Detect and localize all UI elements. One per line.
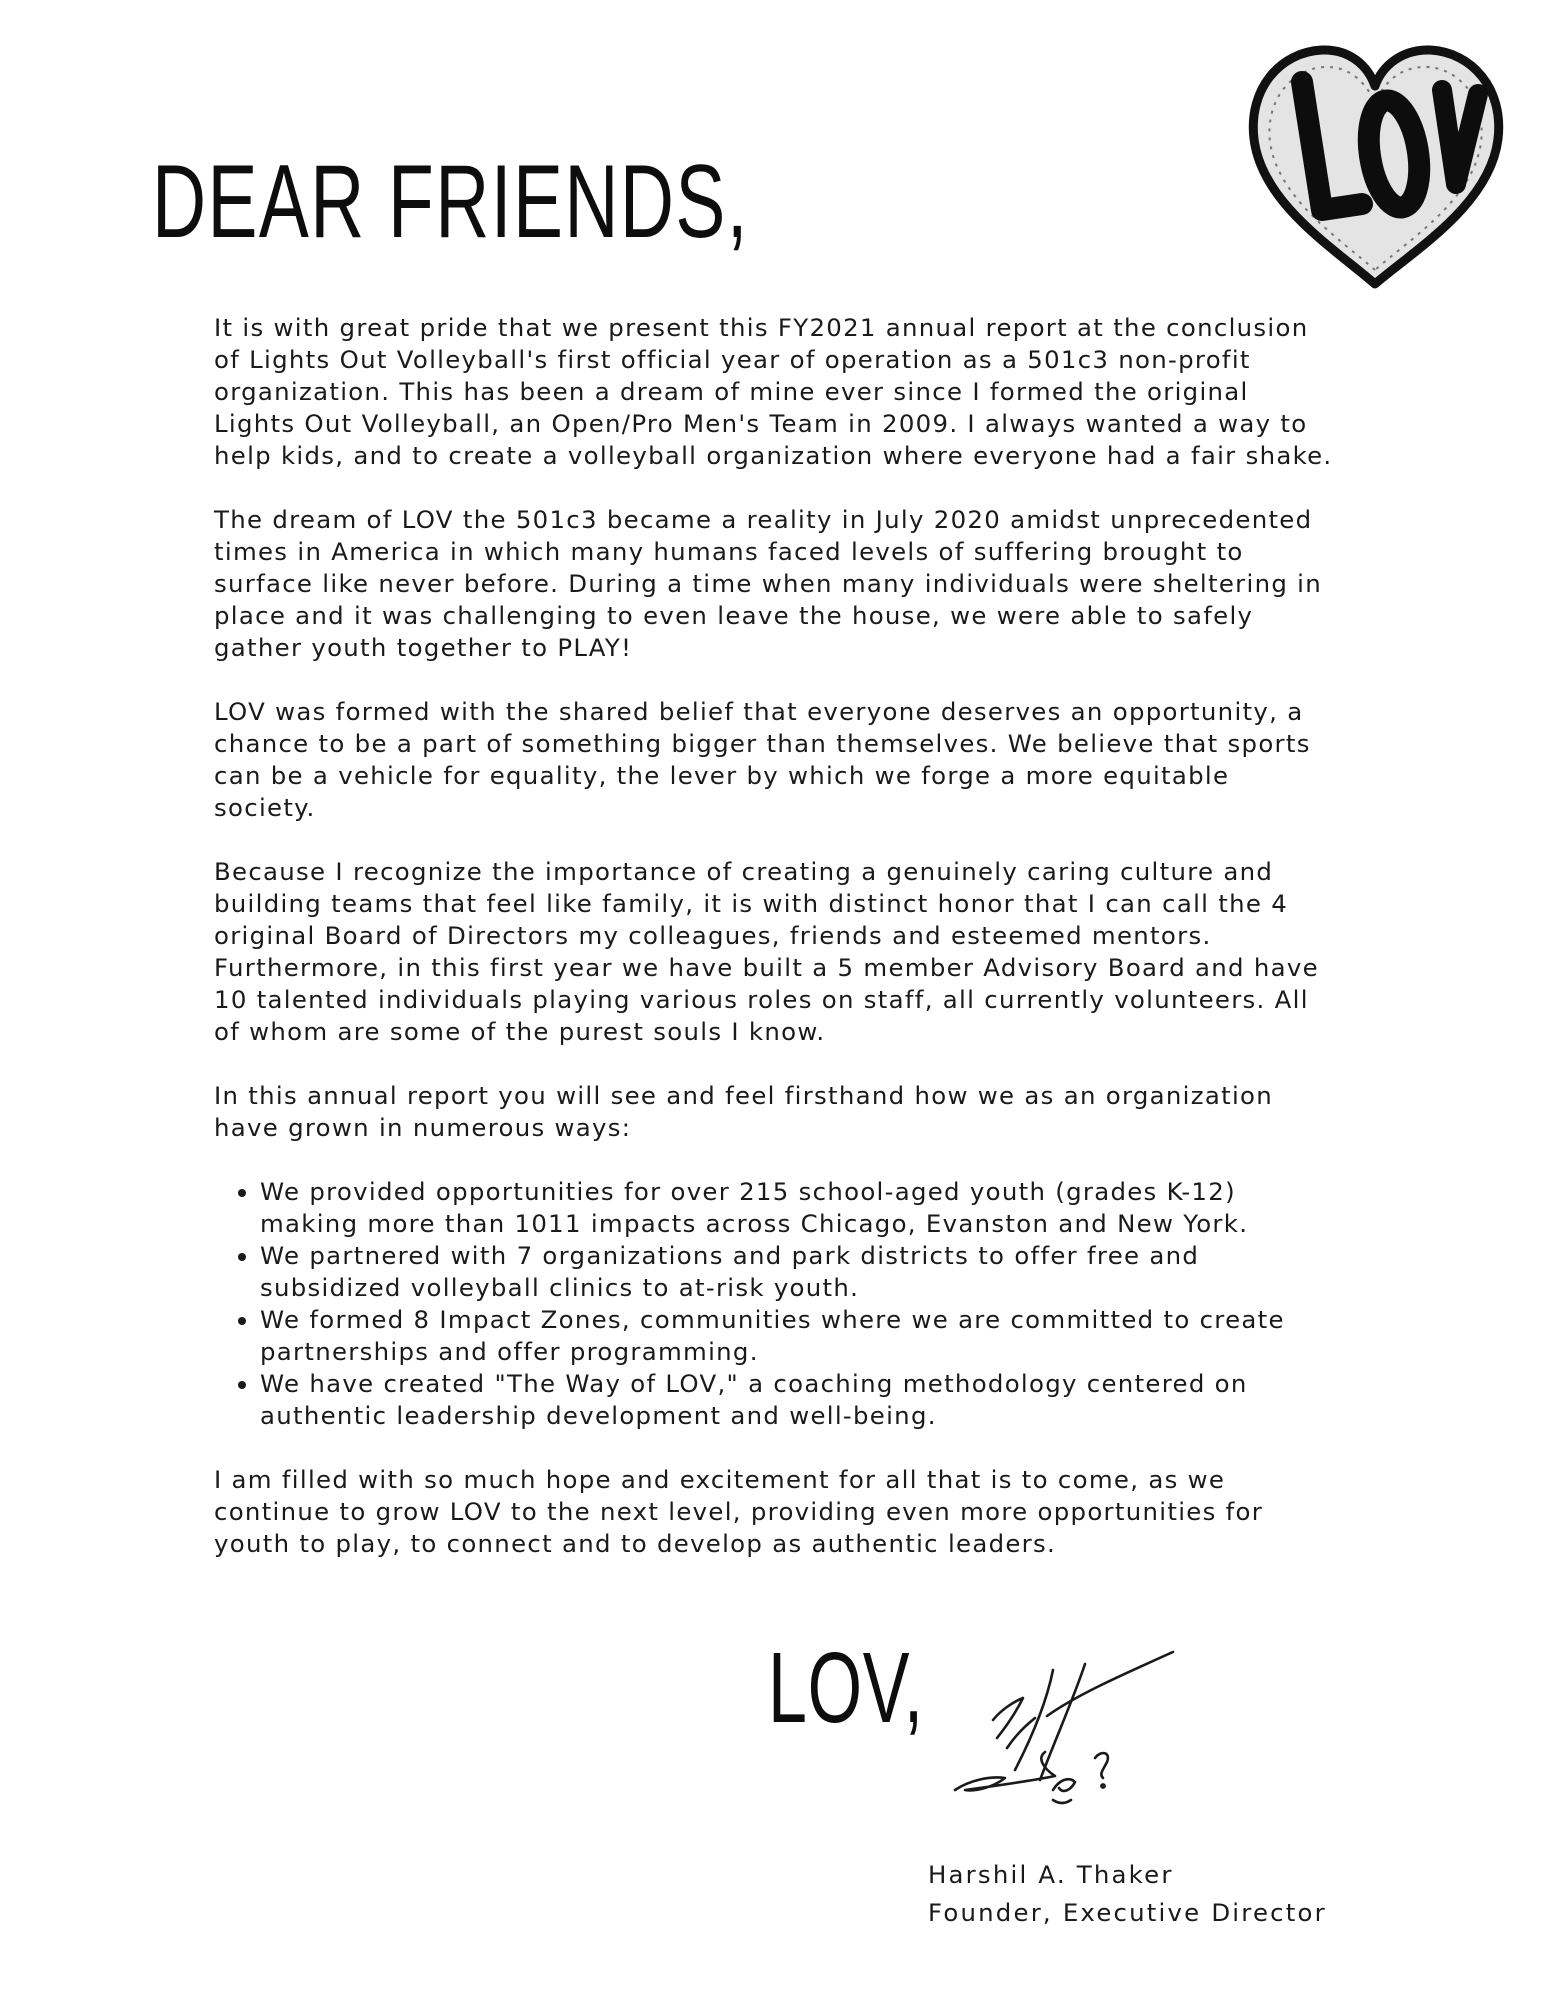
achievements-list — [214, 1176, 1334, 1432]
lov-heart-logo-icon — [1240, 34, 1510, 304]
paragraph-culture: Because I recognize the importance of creating a genuinely caring culture and building teams that feel like family, it is with distinct honor that I can call the 4 original Board of Directors my colleagues, friends and esteemed mentors. Furthermore, in this first year we have built a 5 member Advisory Board and have 10 talented individuals playing various roles on staff, all currently volunteers. All of whom are some of the purest souls I know. — [214, 857, 1319, 1046]
list-item: • We have created "The Way of LOV," a coaching methodology centered on authentic leadership development and well-being. — [260, 1368, 1334, 1432]
signer-name: Harshil A. Thaker — [928, 1860, 1174, 1889]
list-item: • We formed 8 Impact Zones, communities where we are committed to create partnerships and offer programming. — [260, 1304, 1334, 1368]
signer-block — [928, 1856, 1327, 1932]
letter-body — [214, 312, 1334, 1592]
signer-title: Founder, Executive Director — [928, 1898, 1327, 1927]
paragraph-belief: LOV was formed with the shared belief that everyone deserves an opportunity, a chance to be a part of something bigger than themselves. We believe that sports can be a vehicle for equality, the lever by which we forge a more equitable society. — [214, 697, 1311, 822]
signoff: LOV, — [768, 1632, 924, 1744]
page-heading: DEAR FRIENDS, — [152, 144, 750, 260]
list-item: • We provided opportunities for over 215 school-aged youth (grades K-12) making more than 1011 impacts across Chicago, Evanston and New York. — [260, 1176, 1334, 1240]
handwritten-signature-icon — [935, 1640, 1205, 1820]
paragraph-dream: The dream of LOV the 501c3 became a reality in July 2020 amidst unprecedented times in America in which many humans faced levels of suffering brought to surface like never before. During a time when many individuals were sheltering in place and it was challenging to even leave the house, we were able to safely gather youth together to PLAY! — [214, 505, 1323, 662]
list-item: • We partnered with 7 organizations and park districts to offer free and subsidized volleyball clinics to at-risk youth. — [260, 1240, 1334, 1304]
paragraph-report-intro: In this annual report you will see and feel firsthand how we as an organization have grown in numerous ways: — [214, 1081, 1274, 1142]
paragraph-intro: It is with great pride that we present this FY2021 annual report at the conclusion of Lights Out Volleyball's first official year of operation as a 501c3 non-profit organization. This has been a dream of mine ever since I formed the original Lights Out Volleyball, an Open/Pro Men's Team in 2009. I always wanted a way to help kids, and to create a volleyball organization where everyone had a fair shake. — [214, 313, 1333, 470]
paragraph-closing: I am filled with so much hope and excitement for all that is to come, as we continue to grow LOV to the next level, providing even more opportunities for youth to play, to connect and to develop as authentic leaders. — [214, 1465, 1264, 1558]
